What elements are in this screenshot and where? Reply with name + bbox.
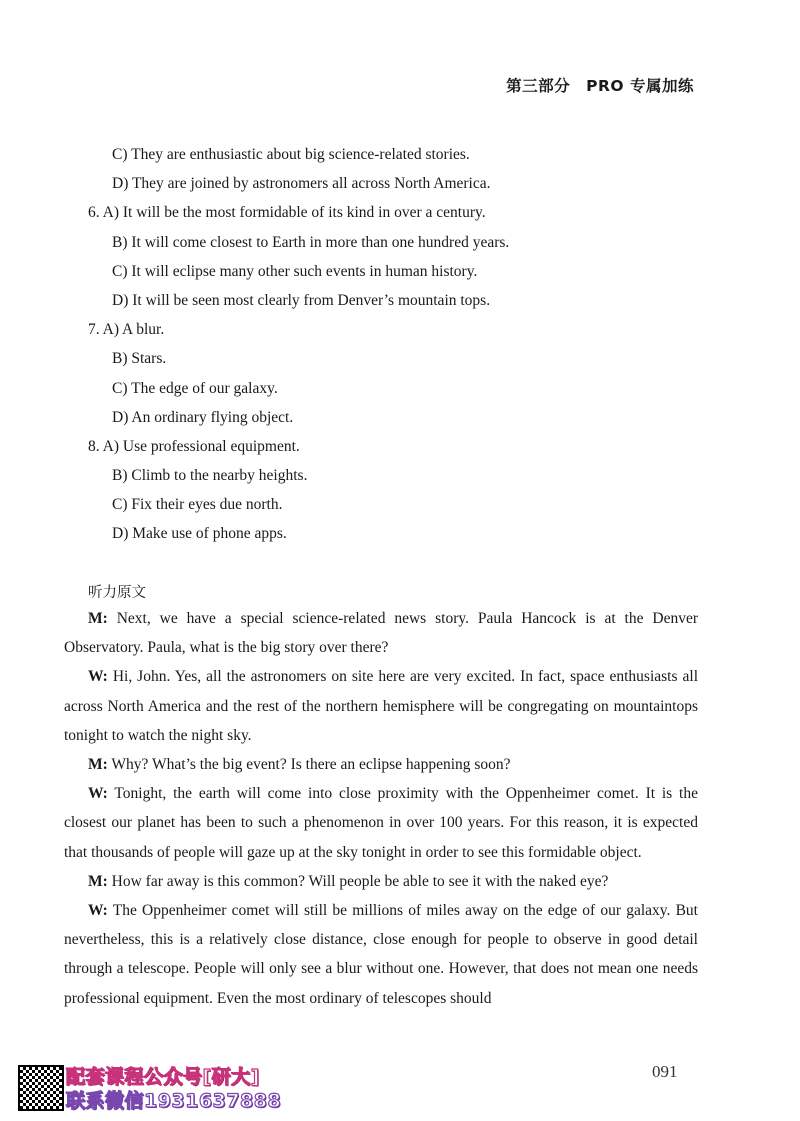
utterance: Why? What’s the big event? Is there an eclipse happening soon? [111, 756, 511, 774]
utterance: Next, we have a special science-related news story. Paula Hancock is at the Denver Observatory. Paula, what is the big story over there? [64, 610, 699, 657]
transcript [64, 604, 698, 1013]
page-header: 第三部分 PRO 专属加练 [506, 77, 694, 95]
transcript-paragraph [64, 867, 698, 896]
transcript-paragraph [64, 750, 698, 779]
answer-options [88, 140, 708, 549]
option-line: B) It will come closest to Earth in more than one hundred years. [112, 233, 510, 251]
speaker-label: M: [88, 872, 108, 890]
option-line: 7. A) A blur. [88, 321, 165, 339]
option-line: B) Climb to the nearby heights. [112, 467, 308, 485]
qr-code-icon [18, 1065, 64, 1111]
option-line: D) Make use of phone apps. [112, 525, 287, 543]
section-title: 听力原文 [88, 585, 146, 601]
utterance: Hi, John. Yes, all the astronomers on site here are very excited. In fact, space enthusiasts all across North America and the rest of the northern hemisphere will be congregating on mountaintops tonight to watch the night sky. [64, 668, 699, 744]
option-line: 8. A) Use professional equipment. [88, 437, 300, 455]
option-line: D) An ordinary flying object. [112, 408, 294, 426]
option-line: C) The edge of our galaxy. [112, 379, 278, 397]
transcript-paragraph [64, 662, 698, 750]
speaker-label: W: [88, 785, 108, 803]
watermark-line-2: 联系微信1931637888 [66, 1090, 282, 1112]
utterance: How far away is this common? Will people be able to see it with the naked eye? [111, 872, 609, 890]
speaker-label: M: [88, 756, 108, 774]
utterance: Tonight, the earth will come into close proximity with the Oppenheimer comet. It is the closest our planet has been to such a phenomenon in over 100 years. For this reason, it is expected that thousands of people will gaze up at the sky tonight in order to see this formidable object. [64, 785, 698, 861]
option-line: C) It will eclipse many other such events in human history. [112, 262, 478, 280]
utterance: The Oppenheimer comet will still be millions of miles away on the edge of our galaxy. But nevertheless, this is a relatively close distance, close enough for people to observe in good detail through a telescope. People will only see a blur without one. However, that does not mean one needs professional equipment. Even the most ordinary of telescopes should [64, 902, 698, 1007]
transcript-paragraph [64, 779, 698, 867]
option-line: C) They are enthusiastic about big science-related stories. [112, 146, 470, 163]
speaker-label: W: [88, 668, 108, 686]
transcript-paragraph [64, 604, 698, 662]
option-line: C) Fix their eyes due north. [112, 496, 283, 514]
speaker-label: W: [88, 902, 108, 920]
speaker-label: M: [88, 610, 108, 627]
option-line: D) It will be seen most clearly from Denver’s mountain tops. [112, 291, 491, 309]
option-line: D) They are joined by astronomers all across North America. [112, 175, 491, 193]
watermark-line-1: 配套课程公众号[研大] [66, 1066, 260, 1088]
page-number: 091 [652, 1062, 678, 1081]
option-line: B) Stars. [112, 350, 167, 368]
transcript-paragraph [64, 896, 698, 1013]
option-line: 6. A) It will be the most formidable of its kind in over a century. [88, 204, 486, 222]
